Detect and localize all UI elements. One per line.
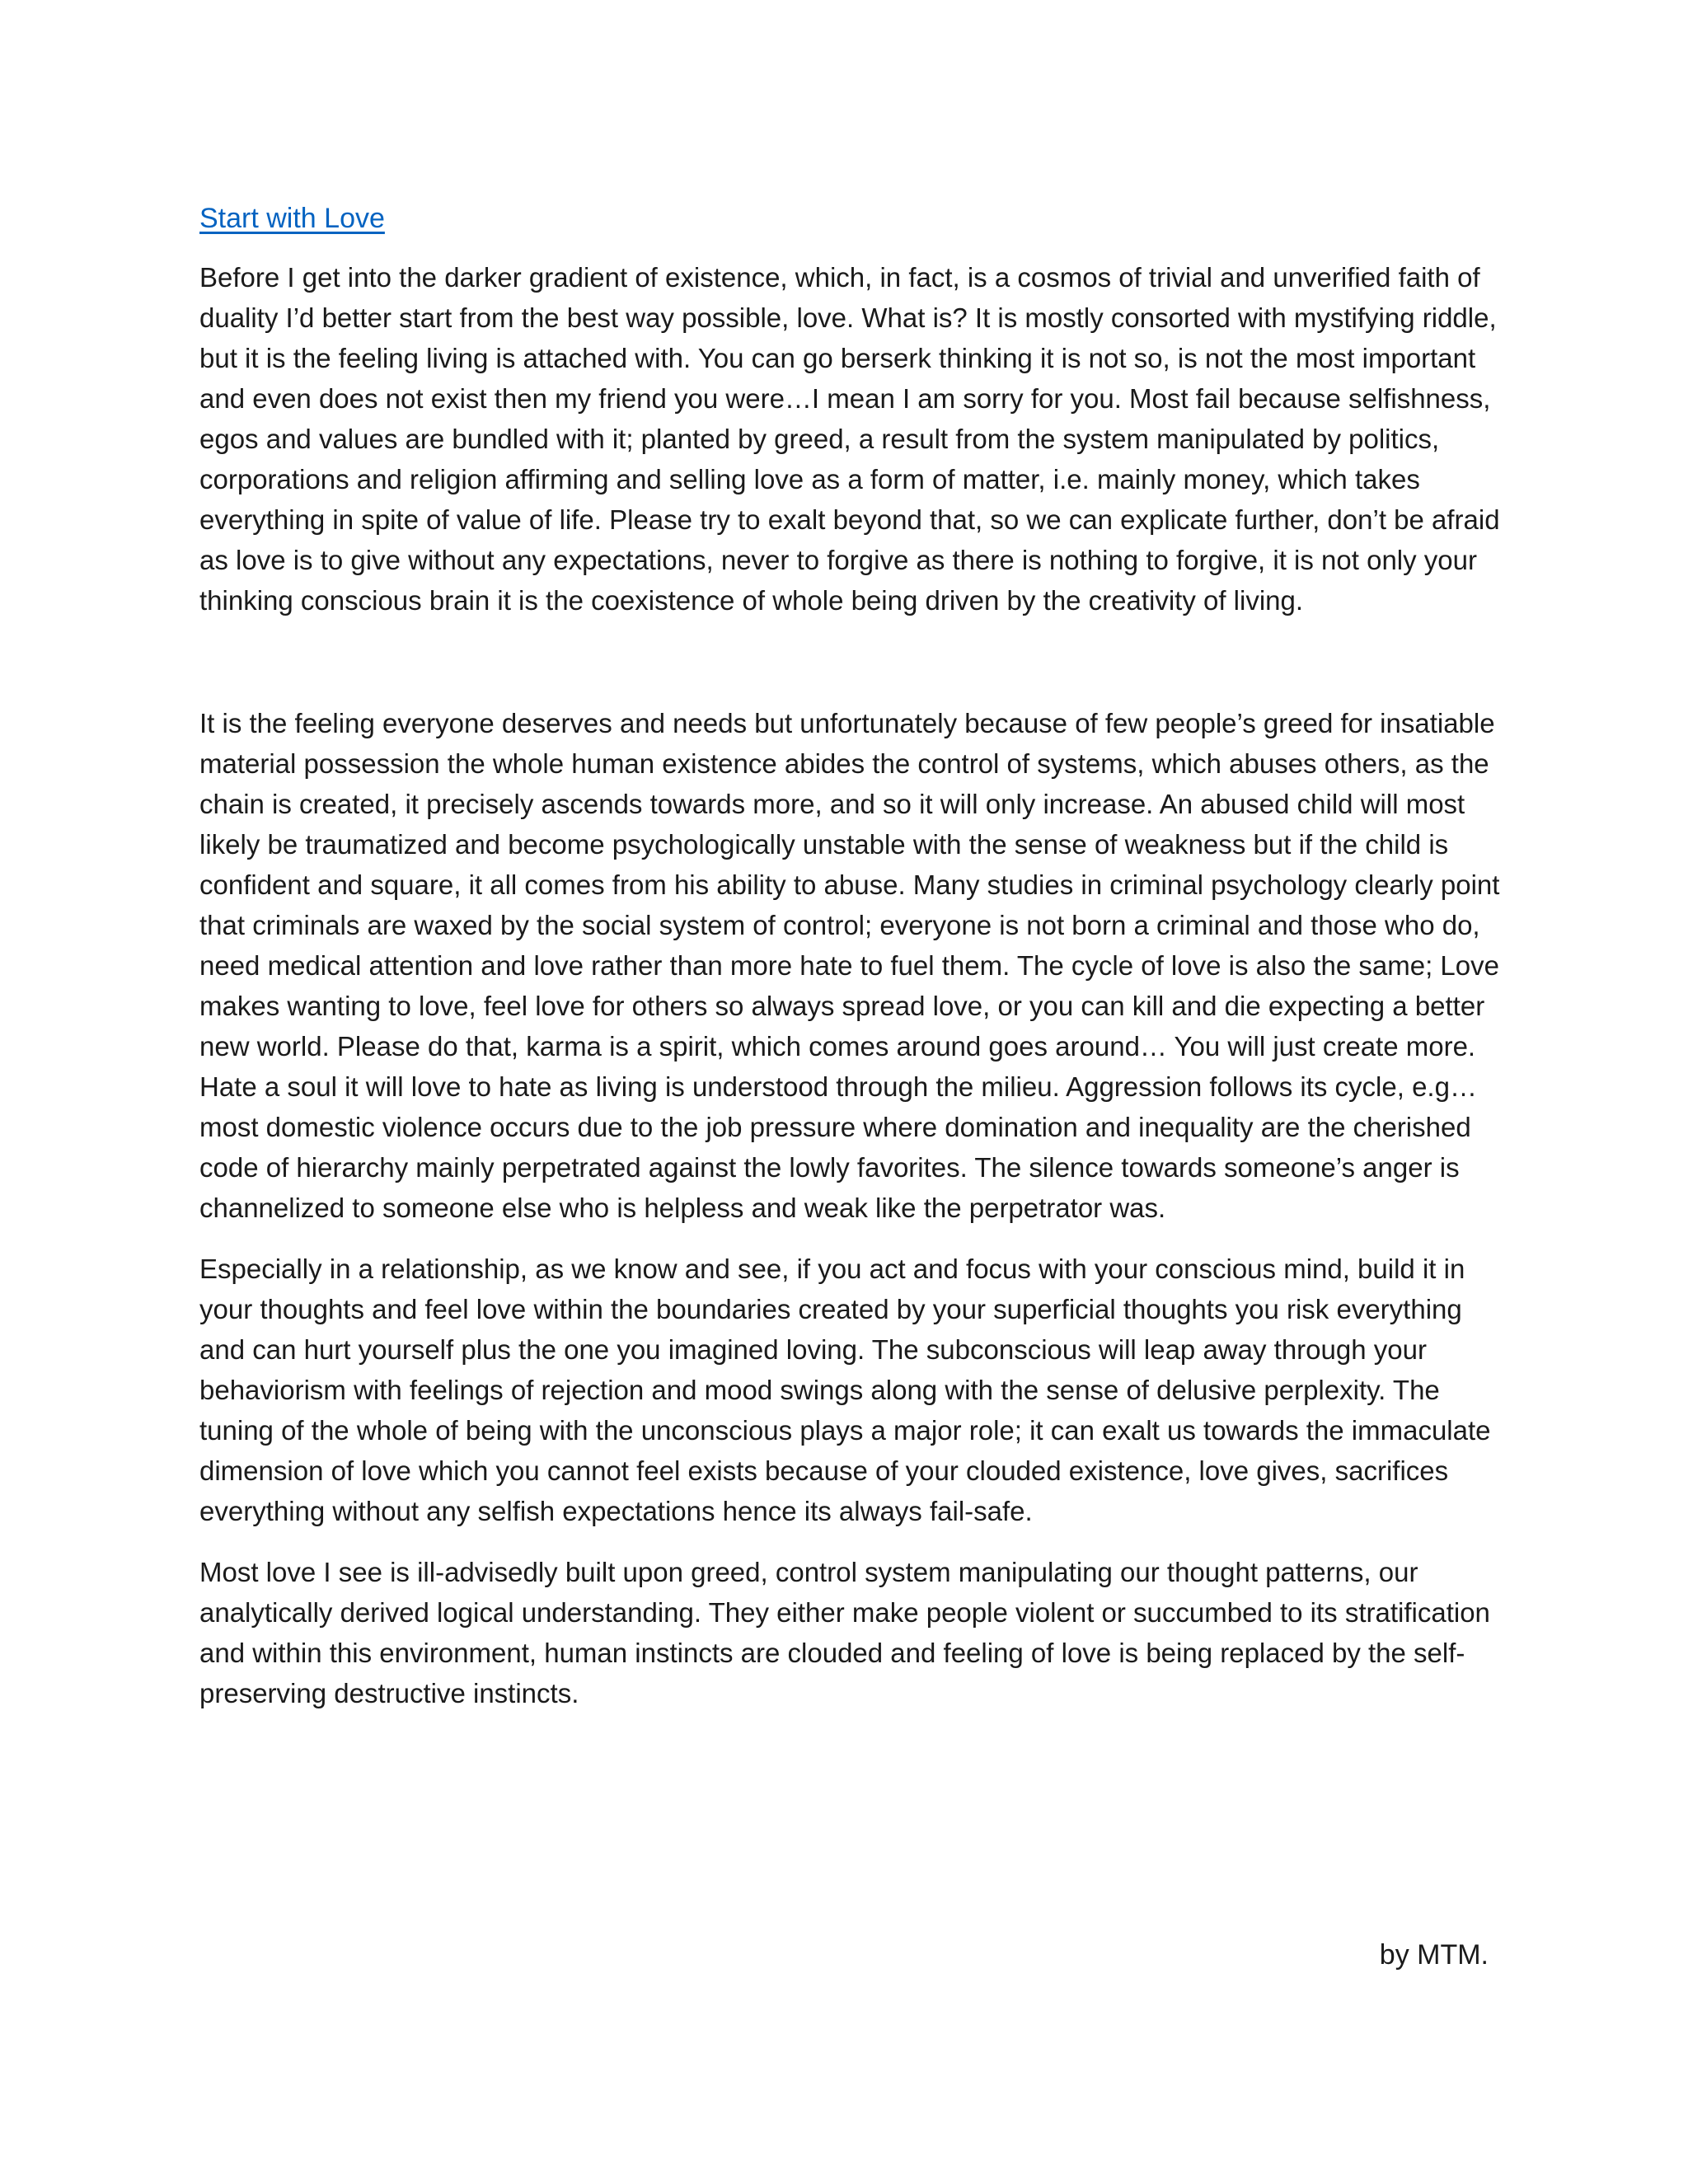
paragraph-4: Most love I see is ill-advisedly built upon greed, control system manipulating our thought patterns, our analytically derived logical understanding. They either make people violent or succumbed to its stratification and within this environment, human instincts are clouded and feeling of love is being replaced by the self-preserving destructive instincts.: [199, 1557, 1490, 1708]
document-body: [199, 198, 1510, 1713]
signature: by MTM.: [1379, 1939, 1489, 1971]
paragraph-1: Before I get into the darker gradient of existence, which, in fact, is a cosmos of trivial and unverified faith of duality I’d better start from the best way possible, love. What is? It is mostly consorted with mystifying riddle, but it is the feeling living is attached with. You can go berserk thinking it is not so, is not the most important and even does not exist then my friend you were…I mean I am sorry for you. Most fail because selfishness, egos and values are bundled with it; planted by greed, a result from the system manipulated by politics, corporations and religion affirming and selling love as a form of matter, i.e. mainly money, which takes everything in spite of value of life. Please try to exalt beyond that, so we can explicate further, don’t be afraid as love is to give without any expectations, never to forgive as there is nothing to forgive, it is not only your thinking conscious brain it is the coexistence of whole being driven by the creativity of living.: [199, 262, 1500, 616]
title-link[interactable]: Start with Love: [199, 203, 385, 234]
paragraph-3: Especially in a relationship, as we know and see, if you act and focus with your conscious mind, build it in your thoughts and feel love within the boundaries created by your superficial thoughts you risk everything and can hurt yourself plus the one you imagined loving. The subconscious will leap away through your behaviorism with feelings of rejection and mood swings along with the sense of delusive perplexity. The tuning of the whole of being with the unconscious plays a major role; it can exalt us towards the immaculate dimension of love which you cannot feel exists because of your clouded existence, love gives, sacrifices everything without any selfish expectations hence its always fail-safe.: [199, 1254, 1491, 1526]
paragraph-2: It is the feeling everyone deserves and needs but unfortunately because of few people’s greed for insatiable material possession the whole human existence abides the control of systems, which abuses others, as the chain is created, it precisely ascends towards more, and so it will only increase. An abused child will most likely be traumatized and become psychologically unstable with the sense of weakness but if the child is confident and square, it all comes from his ability to abuse. Many studies in criminal psychology clearly point that criminals are waxed by the social system of control; everyone is not born a criminal and those who do, need medical attention and love rather than more hate to fuel them. The cycle of love is also the same; Love makes wanting to love, feel love for others so always spread love, or you can kill and die expecting a better new world. Please do that, karma is a spirit, which comes around goes around… You will just create more. Hate a soul it will love to hate as living is understood through the milieu. Aggression follows its cycle, e.g… most domestic violence occurs due to the job pressure where domination and inequality are the cherished code of hierarchy mainly perpetrated against the lowly favorites. The silence towards someone’s anger is channelized to someone else who is helpless and weak like the perpetrator was.: [199, 708, 1500, 1223]
